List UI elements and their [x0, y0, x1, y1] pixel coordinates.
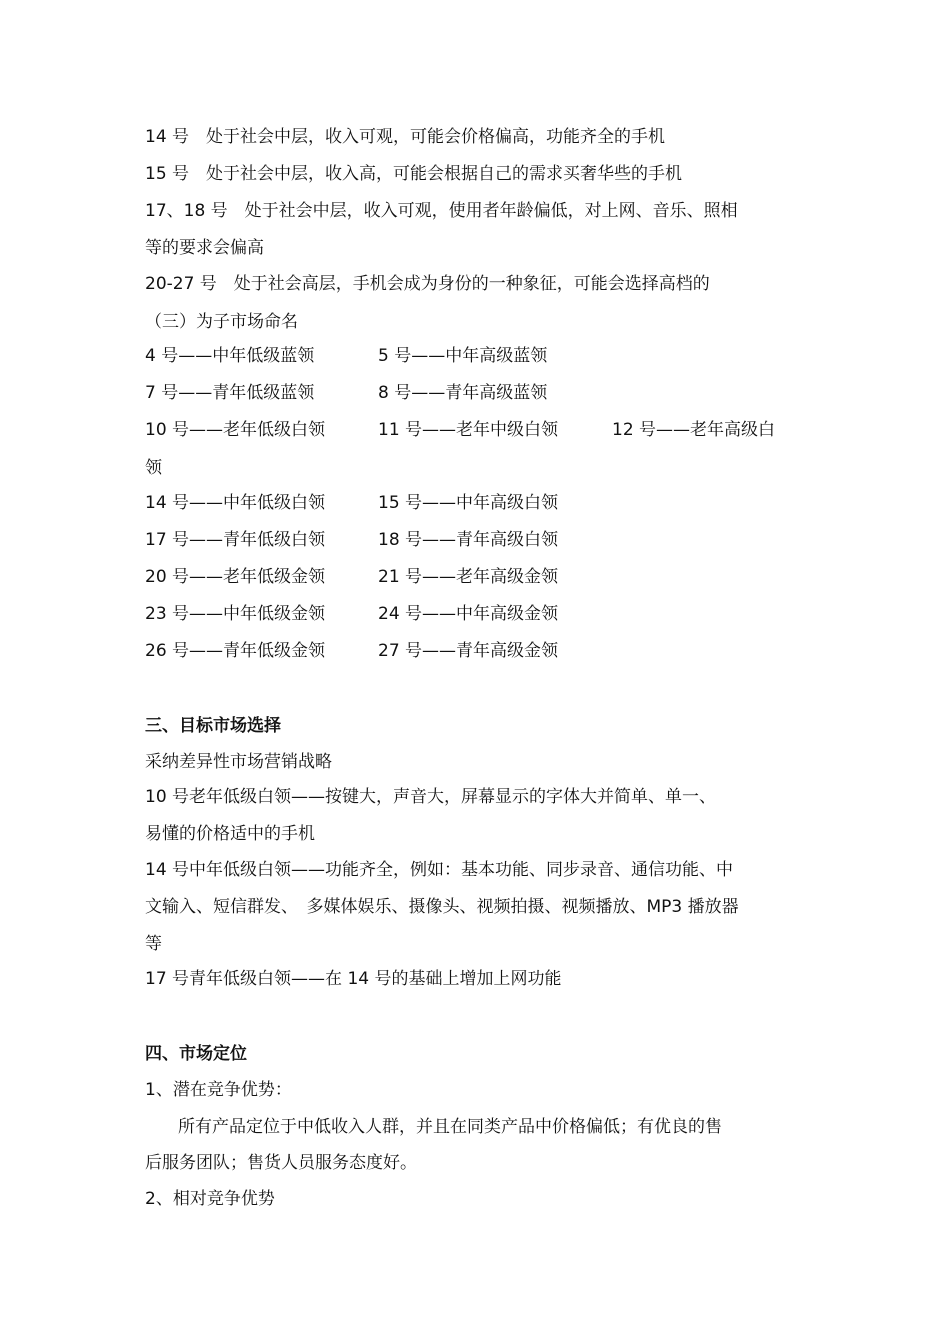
- naming-title: （三）为子市场命名: [145, 312, 298, 332]
- naming-item: 26 号——青年低级金领: [145, 641, 326, 661]
- naming-item: 14 号——中年低级白领: [145, 493, 326, 513]
- target-10: 10 号老年低级白领——按键大，声音大，屏幕显示的字体大并简单、单一、: [145, 787, 717, 807]
- naming-item: 10 号——老年低级白领: [145, 420, 326, 440]
- positioning-item-2-title: 2、相对竞争优势: [145, 1189, 275, 1209]
- section-heading-target: 三、目标市场选择: [145, 716, 281, 736]
- naming-item: 15 号——中年高级白领: [378, 493, 559, 513]
- naming-item: 24 号——中年高级金领: [378, 604, 559, 624]
- target-14-cont: 文输入、短信群发、 多媒体娱乐、摄像头、视频拍摄、视频播放、MP3 播放器: [145, 897, 739, 917]
- naming-item: 7 号——青年低级蓝领: [145, 383, 315, 403]
- positioning-item-1-text-cont: 后服务团队；售货人员服务态度好。: [145, 1153, 417, 1173]
- segment-14: 14 号 处于社会中层，收入可观，可能会价格偏高，功能齐全的手机: [145, 127, 666, 147]
- naming-item: 21 号——老年高级金领: [378, 567, 559, 587]
- target-14-cont2: 等: [145, 934, 162, 954]
- naming-item: 11 号——老年中级白领: [378, 420, 559, 440]
- naming-item: 8 号——青年高级蓝领: [378, 383, 548, 403]
- naming-item: 12 号——老年高级白: [612, 420, 776, 440]
- section-heading-positioning: 四、市场定位: [145, 1044, 247, 1064]
- naming-item: 27 号——青年高级金领: [378, 641, 559, 661]
- segment-20-27: 20-27 号 处于社会高层，手机会成为身份的一种象征，可能会选择高档的: [145, 274, 710, 294]
- segment-17-18: 17、18 号 处于社会中层，收入可观，使用者年龄偏低，对上网、音乐、照相: [145, 201, 738, 221]
- target-17: 17 号青年低级白领——在 14 号的基础上增加上网功能: [145, 969, 562, 989]
- naming-item: 23 号——中年低级金领: [145, 604, 326, 624]
- naming-item: 20 号——老年低级金领: [145, 567, 326, 587]
- naming-item: 4 号——中年低级蓝领: [145, 346, 315, 366]
- naming-item: 17 号——青年低级白领: [145, 530, 326, 550]
- naming-item: 5 号——中年高级蓝领: [378, 346, 548, 366]
- naming-item-wrap: 领: [145, 458, 162, 478]
- target-14: 14 号中年低级白领——功能齐全，例如：基本功能、同步录音、通信功能、中: [145, 860, 734, 880]
- segment-17-18-cont: 等的要求会偏高: [145, 238, 264, 258]
- target-10-cont: 易懂的价格适中的手机: [145, 824, 315, 844]
- positioning-item-1-text: 所有产品定位于中低收入人群，并且在同类产品中价格偏低；有优良的售: [178, 1117, 722, 1137]
- naming-item: 18 号——青年高级白领: [378, 530, 559, 550]
- positioning-item-1-title: 1、潜在竞争优势：: [145, 1080, 292, 1100]
- target-strategy: 采纳差异性市场营销战略: [145, 752, 332, 772]
- segment-15: 15 号 处于社会中层，收入高，可能会根据自己的需求买奢华些的手机: [145, 164, 683, 184]
